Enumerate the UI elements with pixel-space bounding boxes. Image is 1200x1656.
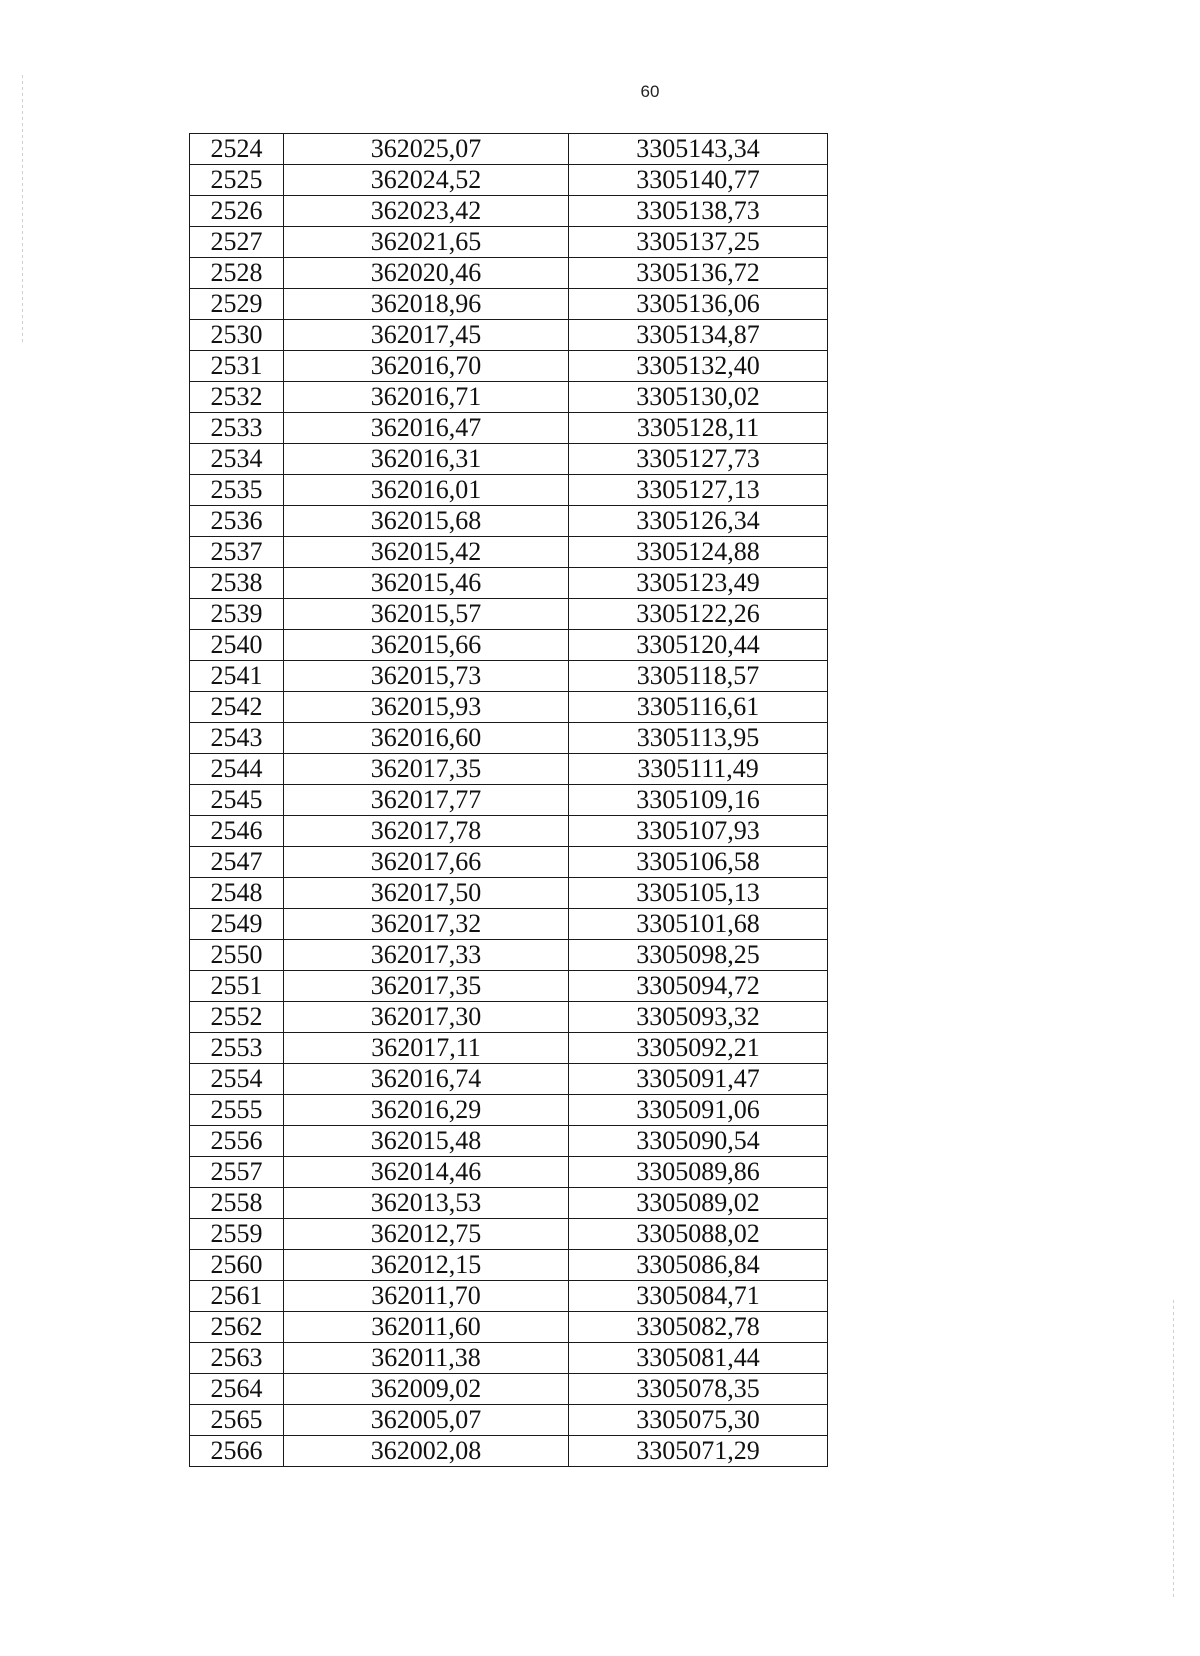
point-number-cell: 2565 (190, 1405, 284, 1436)
x-coordinate-cell: 362025,07 (284, 134, 569, 165)
x-coordinate-cell: 362015,42 (284, 537, 569, 568)
table-row (190, 351, 828, 382)
point-number-cell: 2546 (190, 816, 284, 847)
table-row (190, 506, 828, 537)
x-coordinate-cell: 362017,33 (284, 940, 569, 971)
point-number-cell: 2540 (190, 630, 284, 661)
x-coordinate-cell: 362011,38 (284, 1343, 569, 1374)
table-row (190, 537, 828, 568)
table-row (190, 165, 828, 196)
y-coordinate-cell: 3305136,06 (569, 289, 828, 320)
y-coordinate-cell: 3305094,72 (569, 971, 828, 1002)
table-row (190, 940, 828, 971)
point-number-cell: 2548 (190, 878, 284, 909)
y-coordinate-cell: 3305127,73 (569, 444, 828, 475)
point-number-cell: 2544 (190, 754, 284, 785)
x-coordinate-cell: 362015,66 (284, 630, 569, 661)
point-number-cell: 2555 (190, 1095, 284, 1126)
point-number-cell: 2534 (190, 444, 284, 475)
x-coordinate-cell: 362021,65 (284, 227, 569, 258)
x-coordinate-cell: 362016,01 (284, 475, 569, 506)
y-coordinate-cell: 3305089,86 (569, 1157, 828, 1188)
table-row (190, 134, 828, 165)
y-coordinate-cell: 3305128,11 (569, 413, 828, 444)
x-coordinate-cell: 362017,35 (284, 971, 569, 1002)
x-coordinate-cell: 362023,42 (284, 196, 569, 227)
y-coordinate-cell: 3305123,49 (569, 568, 828, 599)
y-coordinate-cell: 3305101,68 (569, 909, 828, 940)
point-number-cell: 2533 (190, 413, 284, 444)
y-coordinate-cell: 3305122,26 (569, 599, 828, 630)
table-row (190, 909, 828, 940)
table-row (190, 692, 828, 723)
y-coordinate-cell: 3305088,02 (569, 1219, 828, 1250)
y-coordinate-cell: 3305132,40 (569, 351, 828, 382)
x-coordinate-cell: 362015,73 (284, 661, 569, 692)
x-coordinate-cell: 362012,75 (284, 1219, 569, 1250)
table-row (190, 289, 828, 320)
x-coordinate-cell: 362018,96 (284, 289, 569, 320)
point-number-cell: 2562 (190, 1312, 284, 1343)
x-coordinate-cell: 362015,93 (284, 692, 569, 723)
point-number-cell: 2529 (190, 289, 284, 320)
table-row (190, 320, 828, 351)
point-number-cell: 2553 (190, 1033, 284, 1064)
y-coordinate-cell: 3305130,02 (569, 382, 828, 413)
y-coordinate-cell: 3305116,61 (569, 692, 828, 723)
x-coordinate-cell: 362005,07 (284, 1405, 569, 1436)
table-row (190, 475, 828, 506)
y-coordinate-cell: 3305134,87 (569, 320, 828, 351)
x-coordinate-cell: 362016,70 (284, 351, 569, 382)
coordinates-table (189, 133, 828, 1467)
x-coordinate-cell: 362002,08 (284, 1436, 569, 1467)
y-coordinate-cell: 3305089,02 (569, 1188, 828, 1219)
x-coordinate-cell: 362017,30 (284, 1002, 569, 1033)
x-coordinate-cell: 362017,66 (284, 847, 569, 878)
point-number-cell: 2563 (190, 1343, 284, 1374)
y-coordinate-cell: 3305084,71 (569, 1281, 828, 1312)
point-number-cell: 2535 (190, 475, 284, 506)
point-number-cell: 2557 (190, 1157, 284, 1188)
y-coordinate-cell: 3305120,44 (569, 630, 828, 661)
y-coordinate-cell: 3305091,06 (569, 1095, 828, 1126)
y-coordinate-cell: 3305140,77 (569, 165, 828, 196)
y-coordinate-cell: 3305078,35 (569, 1374, 828, 1405)
coordinates-table-body (190, 134, 828, 1467)
scan-mark-right (1173, 1300, 1174, 1600)
table-row (190, 878, 828, 909)
x-coordinate-cell: 362017,35 (284, 754, 569, 785)
point-number-cell: 2554 (190, 1064, 284, 1095)
table-row (190, 1157, 828, 1188)
table-row (190, 847, 828, 878)
table-row (190, 1436, 828, 1467)
x-coordinate-cell: 362017,11 (284, 1033, 569, 1064)
x-coordinate-cell: 362009,02 (284, 1374, 569, 1405)
table-row (190, 785, 828, 816)
table-row (190, 723, 828, 754)
y-coordinate-cell: 3305092,21 (569, 1033, 828, 1064)
x-coordinate-cell: 362024,52 (284, 165, 569, 196)
x-coordinate-cell: 362015,48 (284, 1126, 569, 1157)
x-coordinate-cell: 362016,71 (284, 382, 569, 413)
table-row (190, 1343, 828, 1374)
table-row (190, 382, 828, 413)
y-coordinate-cell: 3305090,54 (569, 1126, 828, 1157)
table-row (190, 1064, 828, 1095)
point-number-cell: 2525 (190, 165, 284, 196)
table-row (190, 568, 828, 599)
y-coordinate-cell: 3305138,73 (569, 196, 828, 227)
x-coordinate-cell: 362017,77 (284, 785, 569, 816)
y-coordinate-cell: 3305086,84 (569, 1250, 828, 1281)
point-number-cell: 2549 (190, 909, 284, 940)
y-coordinate-cell: 3305137,25 (569, 227, 828, 258)
table-row (190, 1188, 828, 1219)
point-number-cell: 2564 (190, 1374, 284, 1405)
point-number-cell: 2566 (190, 1436, 284, 1467)
table-row (190, 599, 828, 630)
table-row (190, 444, 828, 475)
x-coordinate-cell: 362015,46 (284, 568, 569, 599)
point-number-cell: 2552 (190, 1002, 284, 1033)
point-number-cell: 2556 (190, 1126, 284, 1157)
x-coordinate-cell: 362016,47 (284, 413, 569, 444)
y-coordinate-cell: 3305107,93 (569, 816, 828, 847)
table-row (190, 258, 828, 289)
y-coordinate-cell: 3305113,95 (569, 723, 828, 754)
point-number-cell: 2561 (190, 1281, 284, 1312)
table-row (190, 1312, 828, 1343)
x-coordinate-cell: 362016,60 (284, 723, 569, 754)
table-row (190, 971, 828, 1002)
point-number-cell: 2560 (190, 1250, 284, 1281)
point-number-cell: 2537 (190, 537, 284, 568)
y-coordinate-cell: 3305082,78 (569, 1312, 828, 1343)
point-number-cell: 2526 (190, 196, 284, 227)
point-number-cell: 2538 (190, 568, 284, 599)
table-row (190, 1405, 828, 1436)
y-coordinate-cell: 3305143,34 (569, 134, 828, 165)
x-coordinate-cell: 362015,57 (284, 599, 569, 630)
page-number: 60 (640, 82, 660, 101)
table-row (190, 1126, 828, 1157)
y-coordinate-cell: 3305093,32 (569, 1002, 828, 1033)
table-row (190, 754, 828, 785)
point-number-cell: 2551 (190, 971, 284, 1002)
y-coordinate-cell: 3305109,16 (569, 785, 828, 816)
point-number-cell: 2559 (190, 1219, 284, 1250)
table-row (190, 1281, 828, 1312)
x-coordinate-cell: 362014,46 (284, 1157, 569, 1188)
table-row (190, 816, 828, 847)
y-coordinate-cell: 3305118,57 (569, 661, 828, 692)
x-coordinate-cell: 362011,60 (284, 1312, 569, 1343)
point-number-cell: 2539 (190, 599, 284, 630)
point-number-cell: 2530 (190, 320, 284, 351)
y-coordinate-cell: 3305136,72 (569, 258, 828, 289)
x-coordinate-cell: 362017,78 (284, 816, 569, 847)
x-coordinate-cell: 362011,70 (284, 1281, 569, 1312)
y-coordinate-cell: 3305091,47 (569, 1064, 828, 1095)
table-row (190, 630, 828, 661)
y-coordinate-cell: 3305075,30 (569, 1405, 828, 1436)
point-number-cell: 2550 (190, 940, 284, 971)
point-number-cell: 2558 (190, 1188, 284, 1219)
point-number-cell: 2536 (190, 506, 284, 537)
table-row (190, 1095, 828, 1126)
y-coordinate-cell: 3305098,25 (569, 940, 828, 971)
table-row (190, 227, 828, 258)
table-row (190, 196, 828, 227)
y-coordinate-cell: 3305124,88 (569, 537, 828, 568)
point-number-cell: 2542 (190, 692, 284, 723)
x-coordinate-cell: 362015,68 (284, 506, 569, 537)
point-number-cell: 2532 (190, 382, 284, 413)
point-number-cell: 2547 (190, 847, 284, 878)
y-coordinate-cell: 3305081,44 (569, 1343, 828, 1374)
x-coordinate-cell: 362017,45 (284, 320, 569, 351)
x-coordinate-cell: 362012,15 (284, 1250, 569, 1281)
table-row (190, 1374, 828, 1405)
point-number-cell: 2531 (190, 351, 284, 382)
y-coordinate-cell: 3305127,13 (569, 475, 828, 506)
point-number-cell: 2528 (190, 258, 284, 289)
point-number-cell: 2541 (190, 661, 284, 692)
point-number-cell: 2545 (190, 785, 284, 816)
point-number-cell: 2527 (190, 227, 284, 258)
table-row (190, 1002, 828, 1033)
table-row (190, 1219, 828, 1250)
x-coordinate-cell: 362017,50 (284, 878, 569, 909)
point-number-cell: 2524 (190, 134, 284, 165)
y-coordinate-cell: 3305071,29 (569, 1436, 828, 1467)
table-row (190, 413, 828, 444)
y-coordinate-cell: 3305105,13 (569, 878, 828, 909)
scan-mark-left (22, 75, 23, 345)
x-coordinate-cell: 362020,46 (284, 258, 569, 289)
x-coordinate-cell: 362017,32 (284, 909, 569, 940)
y-coordinate-cell: 3305126,34 (569, 506, 828, 537)
y-coordinate-cell: 3305106,58 (569, 847, 828, 878)
x-coordinate-cell: 362016,74 (284, 1064, 569, 1095)
table-row (190, 1250, 828, 1281)
table-row (190, 1033, 828, 1064)
x-coordinate-cell: 362016,29 (284, 1095, 569, 1126)
point-number-cell: 2543 (190, 723, 284, 754)
table-row (190, 661, 828, 692)
y-coordinate-cell: 3305111,49 (569, 754, 828, 785)
x-coordinate-cell: 362013,53 (284, 1188, 569, 1219)
x-coordinate-cell: 362016,31 (284, 444, 569, 475)
